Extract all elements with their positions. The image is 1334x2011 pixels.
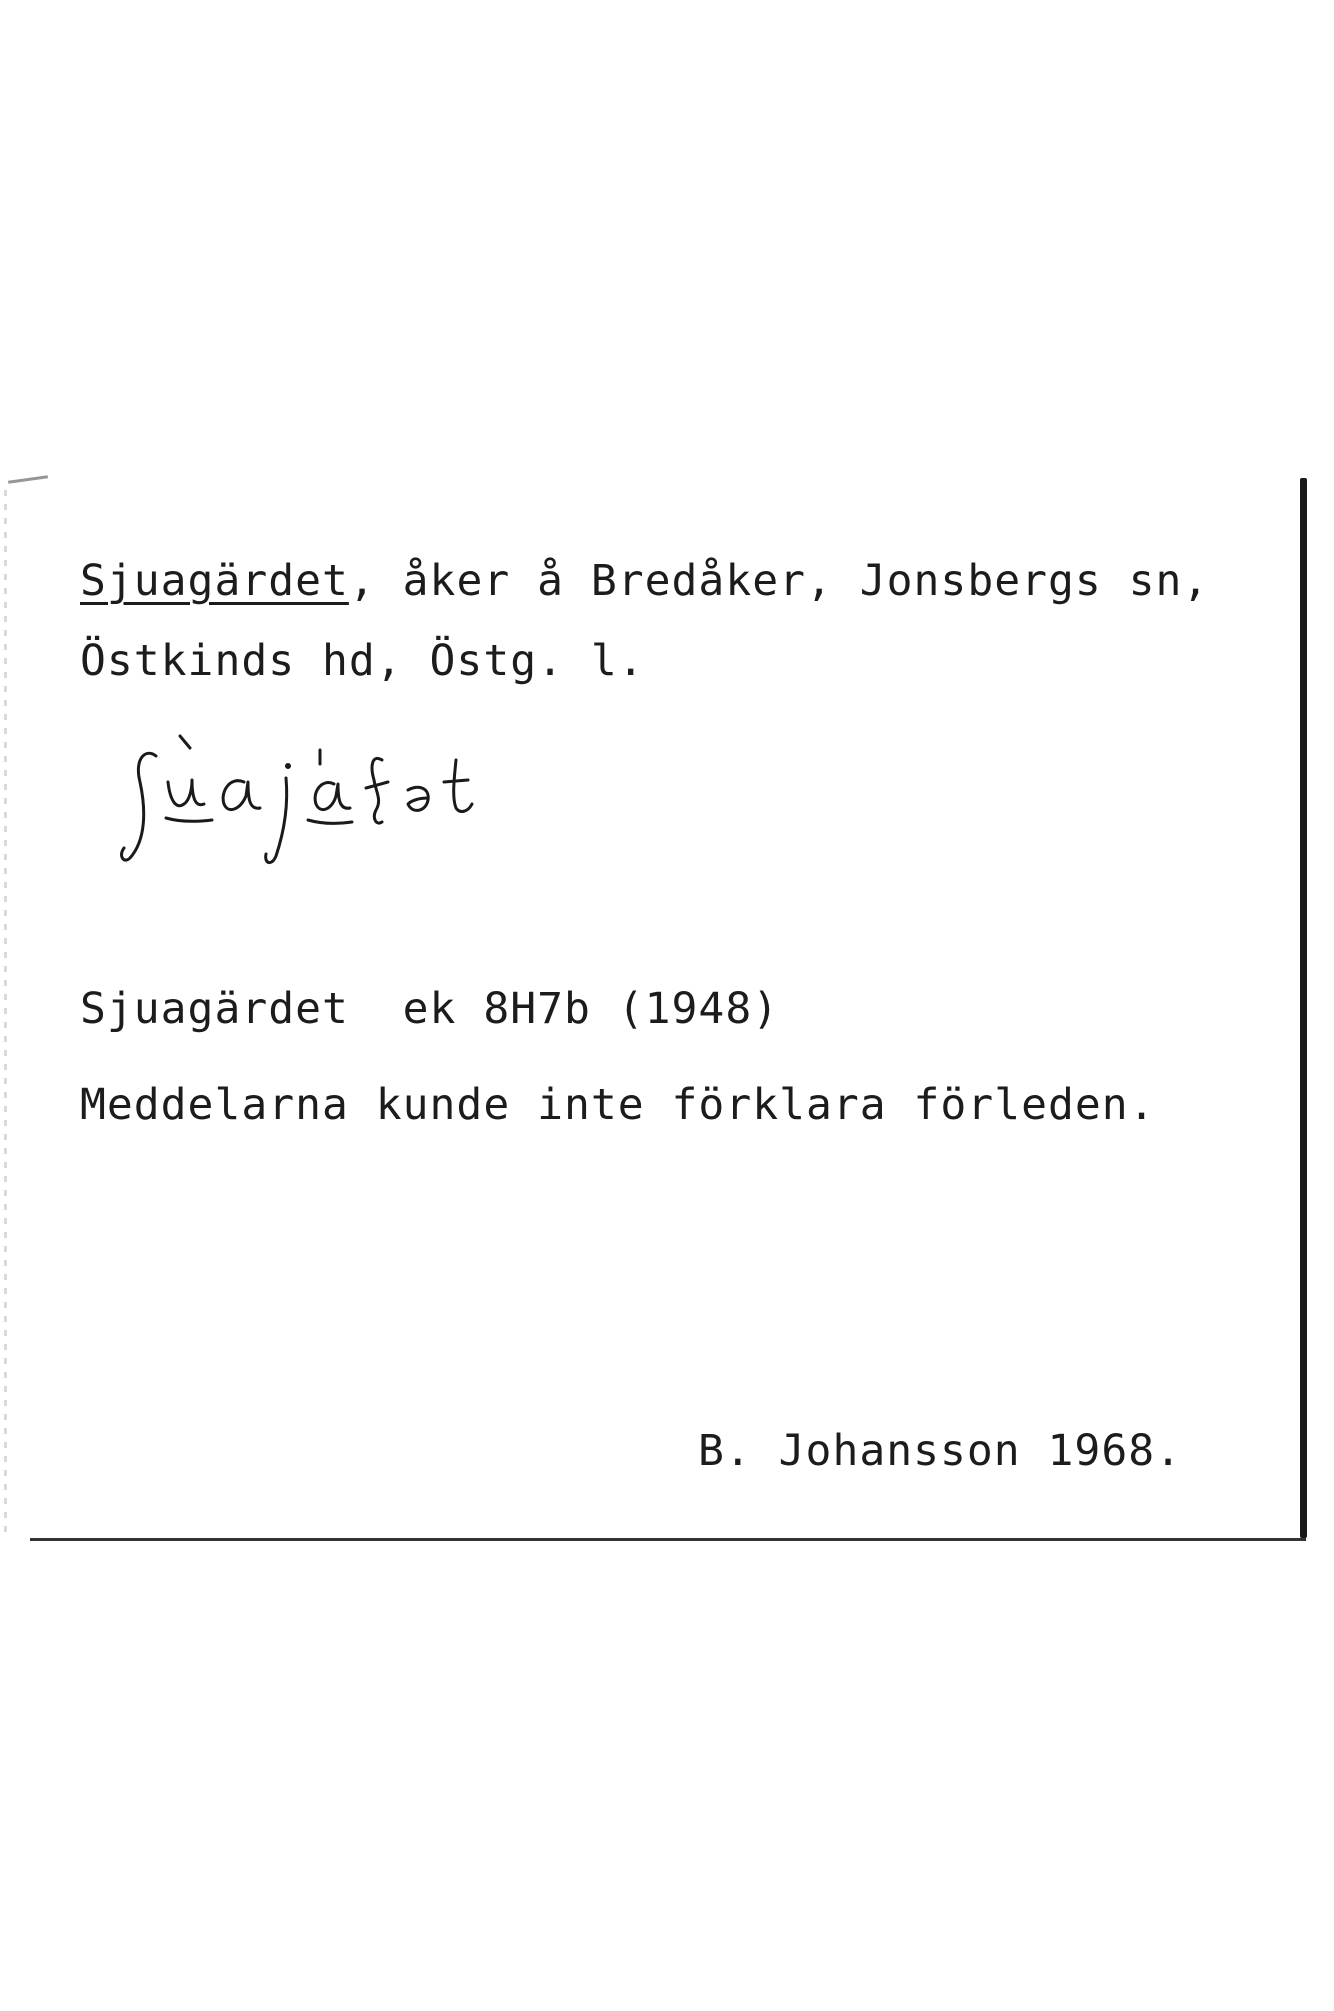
card-right-edge <box>1300 478 1307 1538</box>
card-left-edge <box>4 490 7 1540</box>
location-description: , åker å Bredåker, Jonsbergs sn, <box>348 556 1210 606</box>
record-reference-line: Sjuagärdet ek 8H7b (1948) <box>80 984 780 1034</box>
signature-line: B. Johansson 1968. <box>698 1426 1182 1476</box>
entry-heading-line <box>80 556 1210 606</box>
comment-line: Meddelarna kunde inte förklara förleden. <box>80 1080 1156 1130</box>
district-line: Östkinds hd, Östg. l. <box>80 636 645 686</box>
handwritten-pronunciation <box>120 730 540 890</box>
headword: Sjuagärdet <box>80 556 349 606</box>
card-bottom-edge <box>30 1538 1306 1541</box>
card-corner-mark <box>8 475 48 484</box>
